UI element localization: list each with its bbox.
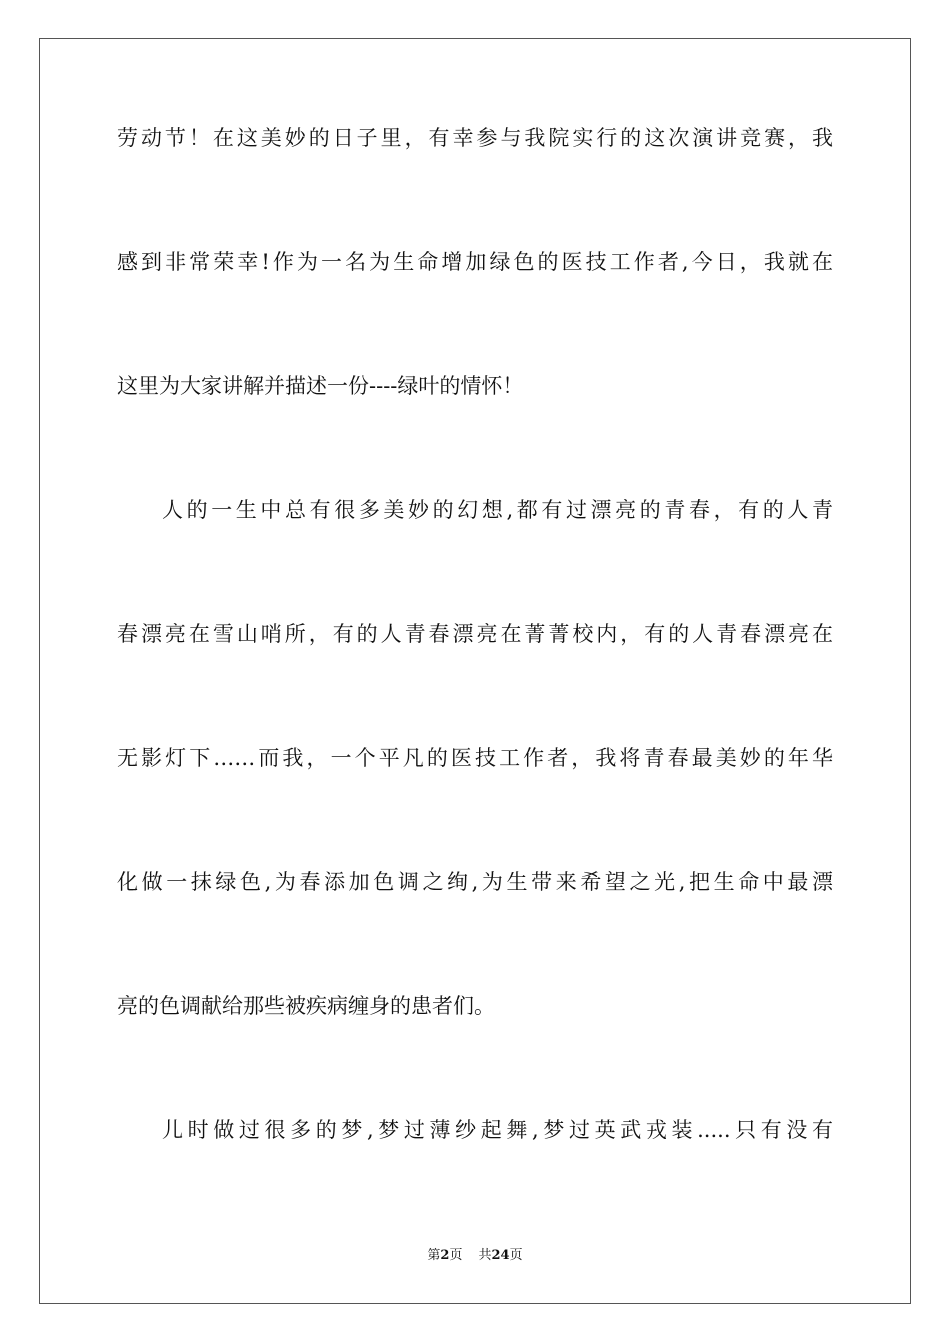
page-number: 2 [440, 1248, 450, 1263]
page-prefix: 第 [427, 1248, 441, 1263]
total-suffix: 页 [509, 1248, 523, 1263]
text-line-5: 春漂亮在雪山哨所，有的人青春漂亮在菁菁校内，有的人青春漂亮在 [117, 622, 833, 646]
text-line-9: 儿时做过很多的梦,梦过薄纱起舞,梦过英武戎装.....只有没有 [162, 1118, 833, 1142]
text-line-3: 这里为大家讲解并描述一份----绿叶的情怀！ [117, 374, 524, 398]
text-line-8: 亮的色调献给那些被疾病缠身的患者们。 [117, 994, 495, 1018]
total-prefix: 共 [478, 1248, 492, 1263]
text-line-2: 感到非常荣幸!作为一名为生命增加绿色的医技工作者,今日，我就在 [117, 250, 833, 274]
total-pages: 24 [491, 1248, 510, 1263]
text-line-4: 人的一生中总有很多美妙的幻想,都有过漂亮的青春，有的人青 [162, 498, 833, 522]
text-line-7: 化做一抹绿色,为春添加色调之绚,为生带来希望之光,把生命中最漂 [117, 870, 833, 894]
document-body [117, 118, 833, 1234]
page-footer [0, 1246, 950, 1266]
text-line-6: 无影灯下……而我，一个平凡的医技工作者，我将青春最美妙的年华 [117, 746, 833, 770]
page-suffix: 页 [449, 1248, 463, 1263]
text-line-1: 劳动节！在这美妙的日子里，有幸参与我院实行的这次演讲竞赛，我 [117, 126, 833, 150]
